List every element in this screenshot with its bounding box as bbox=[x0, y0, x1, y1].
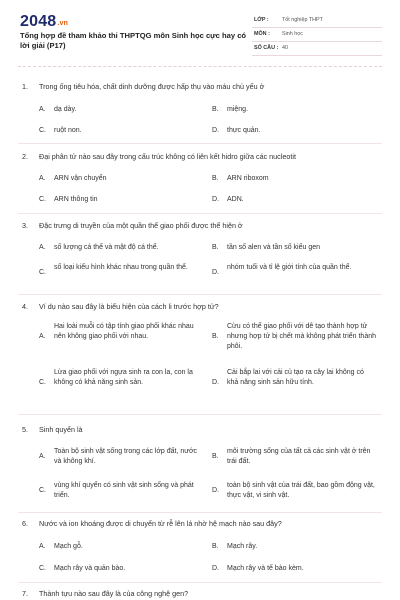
option-b[interactable] bbox=[212, 447, 380, 467]
question-stem bbox=[22, 589, 377, 599]
meta-value: 40 bbox=[282, 45, 288, 51]
option-text: Hai loài muỗi có tập tính giao phối khác nhau nên không giao phối với nhau. bbox=[54, 323, 194, 340]
option-letter: B. bbox=[212, 543, 219, 550]
option-text: Mạch rây và tế bào kèm. bbox=[227, 565, 304, 572]
option-letter: D. bbox=[212, 196, 219, 203]
question-text: Trong ống tiêu hóa, chất dinh dưỡng được hấp thụ vào máu chủ yếu ở bbox=[39, 82, 265, 91]
option-text: ARN thông tin bbox=[54, 196, 98, 203]
option-text: ARN riboxom bbox=[227, 175, 269, 182]
meta-row-class bbox=[252, 14, 382, 28]
option-text: số loại kiểu hình khác nhau trong quần thể. bbox=[54, 264, 188, 271]
option-a[interactable] bbox=[39, 447, 199, 467]
option-letter: A. bbox=[39, 106, 46, 113]
option-letter: C. bbox=[39, 269, 46, 276]
option-text: môi trường sống của tất cả các sinh vật ở trên trái đất. bbox=[227, 448, 371, 465]
option-text: Cải bắp lai với cải củ tạo ra cây lai không có khả năng sinh sản hữu tính. bbox=[227, 369, 364, 386]
option-letter: D. bbox=[212, 127, 219, 134]
meta-label: SỐ CÂU : bbox=[254, 45, 279, 51]
option-text: nhóm tuổi và tỉ lệ giới tính của quần thể. bbox=[227, 264, 352, 271]
option-c[interactable] bbox=[39, 481, 199, 501]
option-letter: C. bbox=[39, 196, 46, 203]
option-letter: C. bbox=[39, 379, 46, 386]
option-b[interactable] bbox=[212, 322, 380, 352]
option-text: tần số alen và tần số kiểu gen bbox=[227, 244, 321, 251]
option-letter: B. bbox=[212, 453, 219, 460]
option-text: ADN. bbox=[227, 196, 244, 203]
document-title: Tổng hợp đề tham khảo thi THPTQG môn Sinh học cực hay có lời giải (P17) bbox=[20, 31, 247, 50]
option-letter: D. bbox=[212, 565, 219, 572]
option-letter: A. bbox=[39, 543, 46, 550]
option-text: thực quản. bbox=[227, 127, 261, 134]
option-a[interactable] bbox=[39, 322, 199, 352]
option-letter: A. bbox=[39, 453, 46, 460]
site-logo[interactable] bbox=[20, 13, 68, 31]
option-letter: B. bbox=[212, 175, 219, 182]
question-divider bbox=[18, 512, 382, 513]
question-number: 5. bbox=[22, 425, 28, 434]
option-d[interactable] bbox=[212, 368, 380, 398]
option-text: ruột non. bbox=[54, 127, 82, 134]
meta-label: MÔN : bbox=[254, 31, 270, 37]
meta-value: Tốt nghiệp THPT bbox=[282, 17, 323, 23]
logo-text: 2048 bbox=[20, 13, 57, 30]
meta-value: Sinh học bbox=[282, 31, 303, 37]
option-text: toàn bộ sinh vật của trái đất, bao gồm động vật, thực vật, vi sinh vật. bbox=[227, 482, 375, 499]
logo-suffix: .vn bbox=[57, 20, 69, 27]
option-letter: C. bbox=[39, 487, 46, 494]
question-text: Ví dụ nào sau đây là biểu hiện của cách li trước hợp tử? bbox=[39, 302, 219, 311]
option-letter: D. bbox=[212, 269, 219, 276]
option-letter: B. bbox=[212, 333, 219, 340]
header-divider bbox=[18, 66, 382, 67]
option-letter: C. bbox=[39, 565, 46, 572]
question-stem bbox=[22, 425, 377, 435]
question-stem bbox=[22, 519, 377, 529]
option-letter: C. bbox=[39, 127, 46, 134]
option-text: Mạch rây và quản bào. bbox=[54, 565, 126, 572]
option-d[interactable] bbox=[212, 263, 380, 283]
meta-table bbox=[252, 14, 382, 56]
question-stem bbox=[22, 221, 377, 231]
question-divider bbox=[18, 294, 382, 295]
option-text: Lừa giao phối với ngựa sinh ra con la, con la không có khả năng sinh sản. bbox=[54, 369, 193, 386]
option-letter: B. bbox=[212, 106, 219, 113]
option-text: miệng. bbox=[227, 106, 249, 113]
option-letter: A. bbox=[39, 244, 46, 251]
question-divider bbox=[18, 143, 382, 144]
question-number: 6. bbox=[22, 519, 28, 528]
option-text: Mạch rây. bbox=[227, 543, 258, 550]
question-stem bbox=[22, 152, 377, 162]
option-letter: D. bbox=[212, 487, 219, 494]
question-stem bbox=[22, 302, 377, 312]
question-number: 4. bbox=[22, 302, 28, 311]
question-divider bbox=[18, 213, 382, 214]
option-text: Cừu có thể giao phối với dê tạo thành hợp tử nhưng hợp tử bị chết mà không phát triển thành phôi. bbox=[227, 323, 377, 350]
meta-row-count bbox=[252, 42, 382, 56]
option-letter: D. bbox=[212, 379, 219, 386]
question-text: Đại phân tử nào sau đây trong cấu trúc không có liên kết hidro giữa các nucleotit bbox=[39, 152, 296, 161]
question-text: Sinh quyển là bbox=[39, 425, 83, 434]
question-stem bbox=[22, 82, 377, 92]
option-text: Toàn bộ sinh vật sống trong các lớp đất, nước và không khí. bbox=[54, 448, 198, 465]
option-c[interactable] bbox=[39, 368, 199, 398]
question-number: 7. bbox=[22, 589, 28, 598]
meta-label: LỚP : bbox=[254, 17, 269, 23]
question-number: 2. bbox=[22, 152, 28, 161]
option-text: ARN vận chuyển bbox=[54, 175, 107, 182]
option-text: Mạch gỗ. bbox=[54, 543, 83, 550]
option-c[interactable] bbox=[39, 263, 199, 283]
question-text: Nước và ion khoáng được di chuyển từ rễ lên lá nhờ hệ mạch nào sau đây? bbox=[39, 519, 282, 528]
option-letter: B. bbox=[212, 244, 219, 251]
option-letter: A. bbox=[39, 175, 46, 182]
option-text: vùng khí quyển có sinh vật sinh sống và phát triển. bbox=[54, 482, 194, 499]
document-header bbox=[0, 0, 400, 62]
option-letter: A. bbox=[39, 333, 46, 340]
meta-row-subject bbox=[252, 28, 382, 42]
question-text: Đặc trưng di truyền của một quần thể giao phối được thể hiện ở bbox=[39, 221, 243, 230]
question-divider bbox=[18, 582, 382, 583]
option-text: số lượng cá thể và mật độ cá thể. bbox=[54, 244, 159, 251]
question-number: 3. bbox=[22, 221, 28, 230]
question-number: 1. bbox=[22, 82, 28, 91]
option-d[interactable] bbox=[212, 481, 380, 501]
question-text: Thành tựu nào sau đây là của công nghệ gen? bbox=[39, 589, 189, 598]
question-divider bbox=[18, 414, 382, 415]
option-text: dạ dày. bbox=[54, 106, 77, 113]
